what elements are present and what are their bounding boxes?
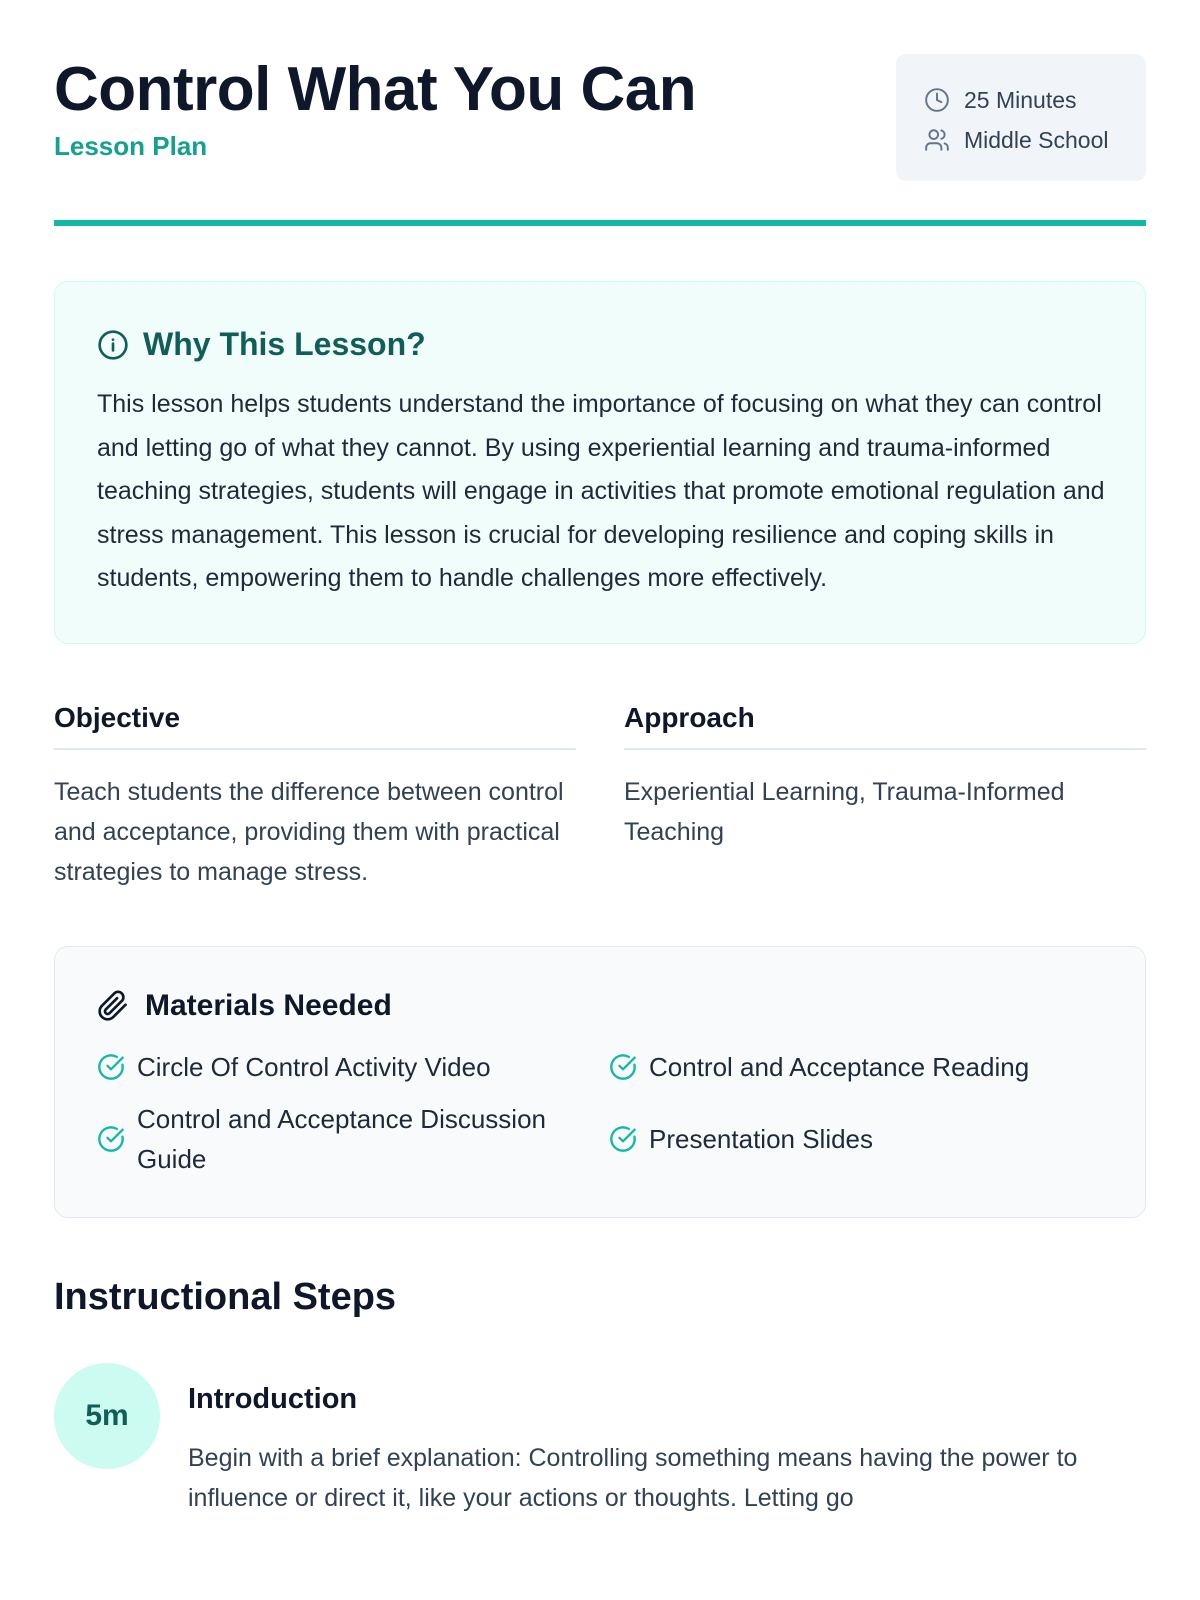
approach-column [624,702,1146,892]
objective-title: Objective [54,702,576,750]
instructional-steps-title: Instructional Steps [54,1275,397,1318]
approach-text: Experiential Learning, Trauma-Informed Teaching [624,777,1065,846]
check-circle-icon [97,1125,125,1153]
page-subtitle: Lesson Plan [54,131,208,161]
grade-level-label: Middle School [964,126,1109,153]
check-circle-icon [609,1125,637,1153]
clock-icon [924,87,950,113]
check-circle-icon [609,1053,637,1081]
header-divider [54,220,1146,226]
approach-title: Approach [624,702,1146,750]
why-heading [97,326,1105,363]
material-label: Presentation Slides [649,1123,874,1154]
objective-column [54,702,576,892]
materials-heading [97,989,1105,1023]
info-icon [97,329,129,361]
material-item [97,1099,609,1179]
page-title: Control What You Can [54,55,697,124]
material-label: Circle Of Control Activity Video [137,1051,491,1082]
duration-label: 25 Minutes [964,86,1077,113]
materials-list [97,1047,1105,1179]
users-icon [924,127,950,153]
objective-text: Teach students the difference between control and acceptance, providing them with practical strategies to manage stress. [54,777,564,886]
instructional-step [54,1363,1146,1518]
material-item [609,1099,1109,1179]
why-text: This lesson helps students understand the importance of focusing on what they can control and letting go of what they cannot. By using experiential learning and trauma-informed teaching strategies, students will engage in activities that promote emotional regulation and stress management. This lesson is crucial for developing resilience and coping skills in students, empowering them to handle challenges more effectively. [97,390,1105,592]
lesson-header [54,0,1146,227]
duration-meta [924,80,1146,120]
step-body [188,1363,1088,1518]
material-label: Control and Acceptance Discussion Guide [137,1103,547,1174]
objective-approach-section [54,702,1146,892]
why-title: Why This Lesson? [143,326,426,362]
grade-level-meta [924,120,1146,160]
paperclip-icon [97,990,129,1022]
material-item [97,1047,609,1087]
why-this-lesson-card [54,281,1146,644]
material-item [609,1047,1109,1087]
lesson-meta-box [896,54,1146,181]
step-title: Introduction [188,1382,358,1415]
materials-card [54,946,1146,1218]
step-duration-badge: 5m [54,1363,160,1469]
check-circle-icon [97,1053,125,1081]
material-label: Control and Acceptance Reading [649,1051,1030,1082]
step-text: Begin with a brief explanation: Controlling something means having the power to influence or direct it, like your actions or thoughts. Letting go [188,1443,1078,1512]
materials-title: Materials Needed [145,988,392,1022]
